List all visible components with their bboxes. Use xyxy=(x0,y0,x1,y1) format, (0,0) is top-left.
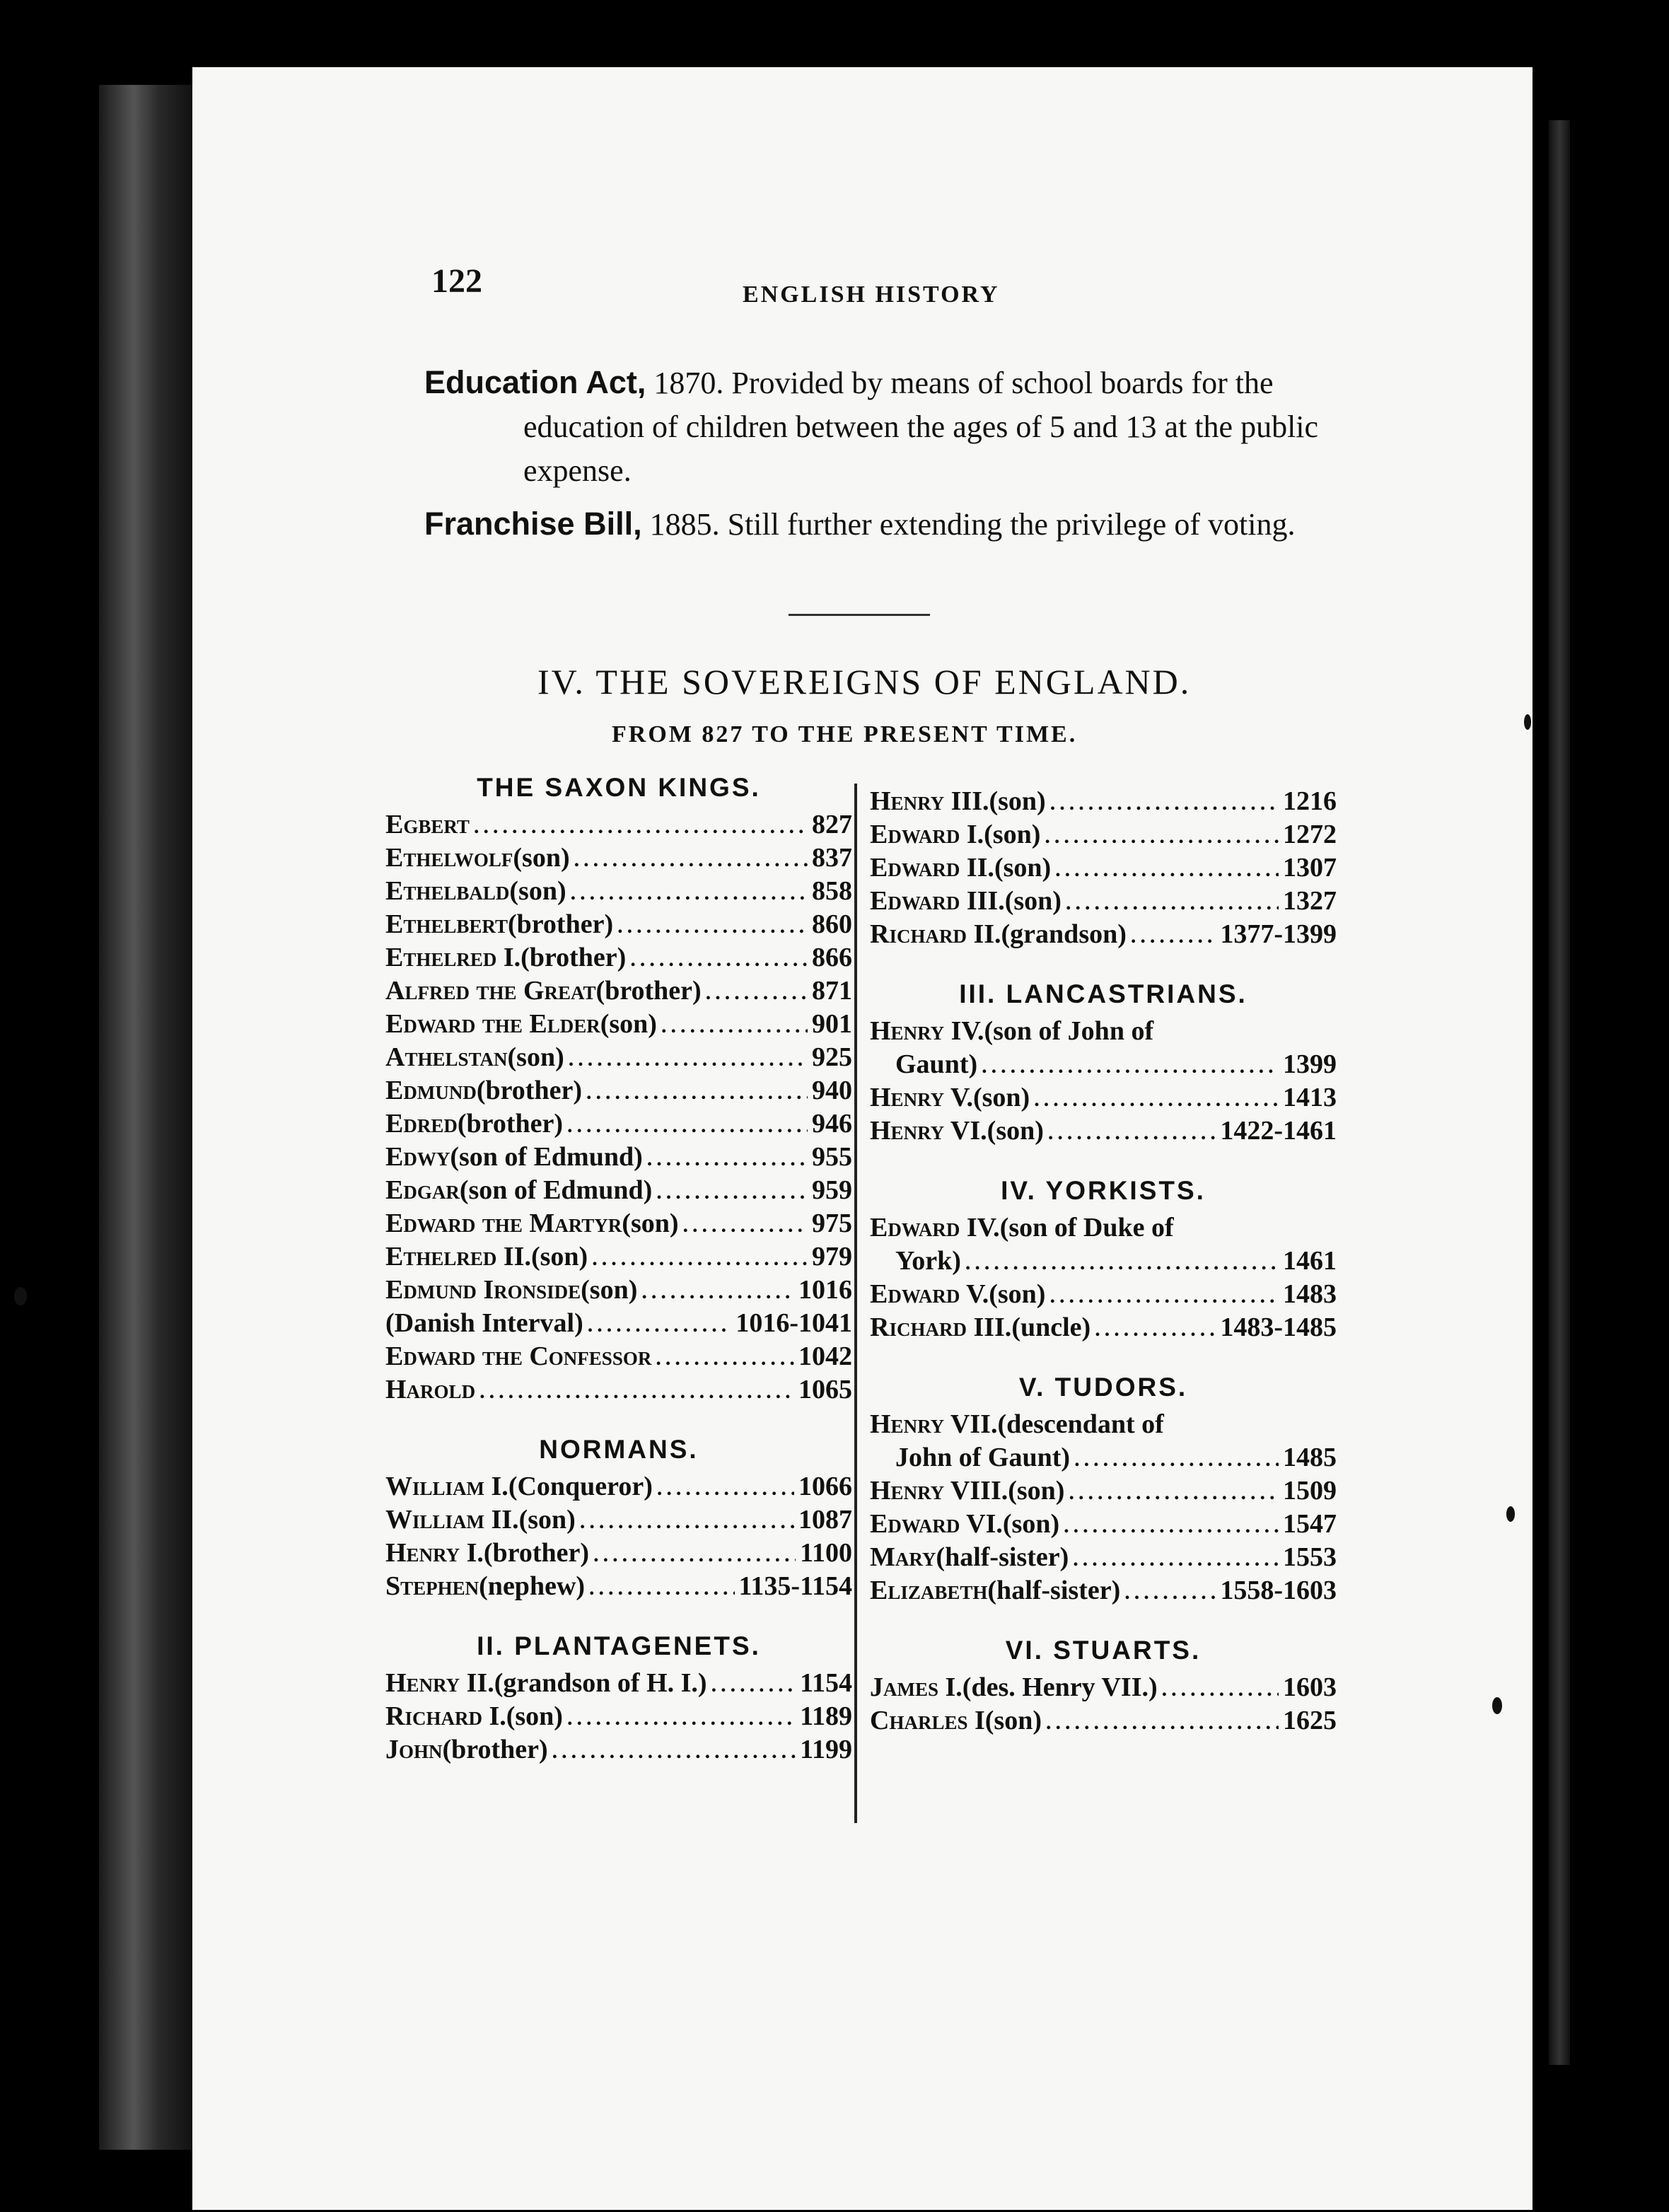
column-right xyxy=(870,785,1337,1737)
sovereign-year: 1042 xyxy=(798,1341,852,1371)
sovereign-relation: (brother) xyxy=(457,1109,564,1139)
sovereign-row xyxy=(385,1008,852,1041)
dot-leader xyxy=(706,976,808,1009)
sovereign-row xyxy=(870,1015,1337,1048)
entry-term: Education Act, xyxy=(424,364,646,400)
sovereign-relation: (descendant of xyxy=(997,1409,1164,1439)
sovereign-relation: (son) xyxy=(989,1279,1046,1309)
sovereign-year: 1558-1603 xyxy=(1220,1576,1337,1605)
sovereign-year: 1307 xyxy=(1283,853,1337,883)
entry-term: Franchise Bill, xyxy=(424,506,642,542)
sovereign-year: 871 xyxy=(812,976,852,1006)
page-number: 122 xyxy=(431,262,482,300)
group-heading: II. PLANTAGENETS. xyxy=(477,1631,761,1660)
dot-leader xyxy=(592,1242,808,1275)
sovereign-relation: Gaunt) xyxy=(895,1049,978,1079)
sovereign-row xyxy=(385,808,852,842)
sovereign-relation: (son) xyxy=(1008,1476,1065,1506)
sovereign-name: Richard II. xyxy=(870,919,1001,949)
sovereign-relation: York) xyxy=(895,1246,961,1276)
sovereign-year: 866 xyxy=(812,943,852,972)
sovereign-relation: (brother) xyxy=(507,909,614,939)
group-heading: IV. YORKISTS. xyxy=(1001,1176,1206,1205)
sovereign-name: Henry II. xyxy=(385,1668,494,1698)
group-heading: NORMANS. xyxy=(539,1435,699,1464)
sovereign-name: Henry VII. xyxy=(870,1409,998,1439)
sovereign-relation: (son) xyxy=(972,1083,1030,1112)
sovereign-name: Ethelred I. xyxy=(385,943,521,972)
sovereign-row xyxy=(385,1373,852,1407)
section-divider xyxy=(789,614,930,616)
sovereign-name: Edward IV. xyxy=(870,1213,1000,1242)
sovereign-relation: (Danish Interval) xyxy=(385,1308,583,1338)
sovereign-name: Henry III. xyxy=(870,786,989,816)
sovereign-row xyxy=(870,918,1337,951)
sovereign-name: Edward the Martyr xyxy=(385,1209,622,1238)
sovereign-year: 1483-1485 xyxy=(1220,1312,1337,1342)
dot-leader xyxy=(567,1701,796,1735)
sovereign-year: 1016 xyxy=(798,1275,852,1305)
column-left xyxy=(385,767,852,1766)
dot-leader xyxy=(574,843,808,876)
sovereign-year: 925 xyxy=(812,1042,852,1072)
sovereign-year: 1066 xyxy=(798,1472,852,1501)
book-spine-shadow xyxy=(99,85,198,2150)
sovereign-row xyxy=(870,1474,1337,1508)
sovereign-year: 1399 xyxy=(1283,1049,1337,1079)
sovereign-relation: (son of Edmund) xyxy=(459,1175,653,1205)
sovereign-relation: (brother) xyxy=(483,1538,590,1568)
sovereign-row xyxy=(870,1541,1337,1574)
sovereign-name: James I. xyxy=(870,1672,963,1702)
sovereign-relation: (brother) xyxy=(476,1076,582,1105)
group-heading: III. LANCASTRIANS. xyxy=(959,979,1248,1008)
group-stuarts xyxy=(870,1671,1337,1737)
sovereign-name: Ethelbert xyxy=(385,909,508,939)
dot-leader xyxy=(586,1076,808,1109)
group-yorkists xyxy=(870,1211,1337,1344)
sovereign-row xyxy=(385,1074,852,1107)
group-heading: V. TUDORS. xyxy=(1018,1373,1188,1402)
sovereign-row xyxy=(870,1508,1337,1541)
dot-leader xyxy=(1064,1509,1279,1542)
dot-leader xyxy=(1045,820,1279,853)
sovereign-relation: (half-sister) xyxy=(987,1576,1121,1605)
sovereign-year: 975 xyxy=(812,1209,852,1238)
sovereign-year: 827 xyxy=(812,810,852,839)
sovereign-relation: (son) xyxy=(994,853,1052,883)
sovereign-relation: (son) xyxy=(622,1209,679,1238)
dot-leader xyxy=(479,1375,794,1408)
group-heading: VI. STUARTS. xyxy=(1005,1636,1202,1665)
dot-leader xyxy=(657,1472,794,1505)
sovereign-name: Stephen xyxy=(385,1571,479,1601)
sovereign-year: 940 xyxy=(812,1076,852,1105)
sovereign-row xyxy=(385,1537,852,1570)
sovereign-name: Edward V. xyxy=(870,1279,989,1309)
scan-speck xyxy=(14,1287,27,1305)
sovereign-row xyxy=(385,1733,852,1766)
sovereign-year: 1065 xyxy=(798,1375,852,1404)
dot-leader xyxy=(1055,853,1279,886)
sovereign-name: Ethelwolf xyxy=(385,843,513,873)
sovereign-relation: (nephew) xyxy=(479,1571,586,1601)
sovereign-year: 1377-1399 xyxy=(1220,919,1337,949)
sovereign-name: Elizabeth xyxy=(870,1576,988,1605)
sovereign-relation: (son of John of xyxy=(984,1016,1154,1046)
dot-leader xyxy=(1095,1312,1216,1346)
sovereign-relation: (grandson) xyxy=(1001,919,1127,949)
sovereign-row xyxy=(870,785,1337,818)
scan-speck xyxy=(1492,1697,1502,1714)
section-title: IV. THE SOVEREIGNS OF ENGLAND. xyxy=(537,662,1192,702)
sovereign-name: Edward the Confessor xyxy=(385,1341,652,1371)
sovereign-row xyxy=(870,1081,1337,1114)
sovereign-name: William II. xyxy=(385,1505,519,1535)
sovereign-name: Edgar xyxy=(385,1175,460,1205)
dot-leader xyxy=(474,810,808,843)
sovereign-relation: (Conqueror) xyxy=(508,1472,653,1501)
sovereign-name: Ethelbald xyxy=(385,876,510,906)
scan-speck xyxy=(1524,714,1531,730)
sovereign-year: 1154 xyxy=(800,1668,852,1698)
dot-leader xyxy=(588,1308,732,1341)
dot-leader xyxy=(711,1668,796,1701)
dot-leader xyxy=(965,1246,1279,1279)
sovereign-relation: (son) xyxy=(581,1275,638,1305)
sovereign-year: 1189 xyxy=(800,1701,852,1731)
sovereign-row xyxy=(870,1441,1337,1474)
sovereign-row xyxy=(385,1207,852,1240)
sovereign-year: 1603 xyxy=(1283,1672,1337,1702)
sovereign-year: 1135-1154 xyxy=(738,1571,852,1601)
dot-leader xyxy=(1046,1706,1279,1739)
dot-leader xyxy=(1073,1542,1279,1576)
dot-leader xyxy=(571,876,808,909)
sovereign-name: Edward VI. xyxy=(870,1509,1003,1539)
sovereign-relation: (son) xyxy=(989,786,1046,816)
sovereign-row xyxy=(385,1570,852,1603)
sovereign-name: Charles I xyxy=(870,1706,985,1735)
sovereign-year: 1087 xyxy=(798,1505,852,1535)
sovereign-name: Edward II. xyxy=(870,853,994,883)
dot-leader xyxy=(1124,1576,1216,1609)
entry-franchise-bill xyxy=(424,502,1365,547)
sovereign-year: 955 xyxy=(812,1142,852,1172)
group-heading: THE SAXON KINGS. xyxy=(477,773,761,802)
sovereign-row xyxy=(385,842,852,875)
entry-text: 1870. Provided by means of school boards for the education of children between the ages of 5 and 13 at the public expense. xyxy=(523,366,1319,488)
dot-leader xyxy=(1074,1443,1279,1476)
sovereign-row xyxy=(385,908,852,941)
sovereign-name: Richard I. xyxy=(385,1701,506,1731)
sovereign-year: 858 xyxy=(812,876,852,906)
sovereign-row xyxy=(385,1667,852,1700)
sovereign-row xyxy=(385,1307,852,1340)
dot-leader xyxy=(656,1341,794,1375)
sovereign-row xyxy=(385,1141,852,1174)
sovereign-year: 1199 xyxy=(800,1735,852,1764)
dot-leader xyxy=(580,1505,794,1538)
dot-leader xyxy=(552,1735,796,1768)
sovereign-name: John xyxy=(385,1735,443,1764)
sovereign-row xyxy=(870,1671,1337,1704)
sovereign-year: 1553 xyxy=(1283,1542,1337,1572)
dot-leader xyxy=(1131,919,1216,953)
dot-leader xyxy=(1069,1476,1279,1509)
sovereign-year: 1216 xyxy=(1283,786,1337,816)
sovereign-row xyxy=(870,1408,1337,1441)
sovereign-name: Egbert xyxy=(385,810,470,839)
sovereign-name: Henry VI. xyxy=(870,1116,987,1146)
sovereign-row xyxy=(870,1311,1337,1344)
sovereign-name: Alfred the Great xyxy=(385,976,596,1006)
sovereign-row xyxy=(385,1503,852,1537)
sovereign-name: Ethelred II. xyxy=(385,1242,531,1271)
sovereign-row xyxy=(870,1245,1337,1278)
sovereign-relation: (grandson of H. I.) xyxy=(494,1668,707,1698)
sovereign-relation: (brother) xyxy=(521,943,627,972)
sovereign-row xyxy=(385,1470,852,1503)
group-normans xyxy=(385,1470,852,1603)
column-divider xyxy=(854,784,857,1823)
sovereign-year: 1422-1461 xyxy=(1220,1116,1337,1146)
sovereign-year: 959 xyxy=(812,1175,852,1205)
sovereign-relation: (son) xyxy=(509,876,566,906)
sovereign-relation: (uncle) xyxy=(1011,1312,1091,1342)
sovereign-relation: (son) xyxy=(600,1009,657,1039)
facing-page-edge xyxy=(1549,120,1570,2065)
sovereign-relation: John of Gaunt) xyxy=(895,1443,1071,1472)
sovereign-relation: (brother) xyxy=(595,976,702,1006)
sovereign-year: 901 xyxy=(812,1009,852,1039)
page-header xyxy=(431,262,1351,318)
dot-leader xyxy=(982,1049,1279,1083)
sovereign-relation: (half-sister) xyxy=(936,1542,1069,1572)
dot-leader xyxy=(630,943,808,976)
sovereign-name: Edred xyxy=(385,1109,458,1139)
dot-leader xyxy=(567,1109,808,1142)
sovereign-name: Edwy xyxy=(385,1142,450,1172)
dot-leader xyxy=(589,1571,734,1605)
sovereign-name: Athelstan xyxy=(385,1042,508,1072)
sovereign-row xyxy=(870,1574,1337,1607)
group-lancastrians xyxy=(870,1015,1337,1148)
sovereign-year: 1547 xyxy=(1283,1509,1337,1539)
sovereign-year: 1509 xyxy=(1283,1476,1337,1506)
sovereign-relation: (son) xyxy=(513,843,570,873)
sovereign-row xyxy=(385,1274,852,1307)
sovereign-year: 860 xyxy=(812,909,852,939)
sovereign-name: Edward III. xyxy=(870,886,1005,916)
dot-leader xyxy=(1034,1083,1279,1116)
sovereign-row xyxy=(870,1704,1337,1737)
group-tudors xyxy=(870,1408,1337,1607)
dot-leader xyxy=(661,1009,808,1042)
sovereign-year: 1272 xyxy=(1283,820,1337,849)
sovereign-name: Richard III. xyxy=(870,1312,1012,1342)
section-subtitle: FROM 827 TO THE PRESENT TIME. xyxy=(612,721,1078,747)
sovereign-name: Edward I. xyxy=(870,820,984,849)
sovereign-relation: (brother) xyxy=(442,1735,548,1764)
sovereign-year: 1100 xyxy=(800,1538,852,1568)
sovereign-year: 1461 xyxy=(1283,1246,1337,1276)
entry-education-act xyxy=(424,361,1365,493)
sovereign-year: 1483 xyxy=(1283,1279,1337,1309)
sovereign-year: 837 xyxy=(812,843,852,873)
dot-leader xyxy=(641,1275,794,1308)
sovereign-relation: (son) xyxy=(530,1242,588,1271)
sovereign-row xyxy=(385,1174,852,1207)
sovereign-name: Mary xyxy=(870,1542,936,1572)
sovereign-name: Henry IV. xyxy=(870,1016,984,1046)
dot-leader xyxy=(1162,1672,1279,1706)
sovereign-year: 1485 xyxy=(1283,1443,1337,1472)
sovereign-year: 1327 xyxy=(1283,886,1337,916)
sovereign-relation: (son of Edmund) xyxy=(450,1142,643,1172)
sovereign-row xyxy=(385,875,852,908)
sovereign-row xyxy=(385,1240,852,1274)
sovereign-name: Henry I. xyxy=(385,1538,484,1568)
sovereign-year: 979 xyxy=(812,1242,852,1271)
sovereign-year: 1413 xyxy=(1283,1083,1337,1112)
sovereign-row xyxy=(870,851,1337,885)
sovereign-relation: (son) xyxy=(987,1116,1044,1146)
sovereign-name: Harold xyxy=(385,1375,476,1404)
sovereign-row xyxy=(870,1211,1337,1245)
dot-leader xyxy=(1066,886,1279,919)
sovereign-row xyxy=(385,1340,852,1373)
sovereign-row xyxy=(385,974,852,1008)
group-saxon-kings xyxy=(385,808,852,1407)
sovereign-row xyxy=(870,1278,1337,1311)
sovereign-row xyxy=(870,1114,1337,1148)
sovereign-name: Edmund xyxy=(385,1076,477,1105)
sovereign-row xyxy=(870,885,1337,918)
scan-speck xyxy=(1506,1506,1515,1522)
sovereign-row xyxy=(870,1048,1337,1081)
dot-leader xyxy=(1049,1279,1279,1312)
sovereign-relation: (des. Henry VII.) xyxy=(962,1672,1158,1702)
dot-leader xyxy=(656,1175,808,1209)
sovereign-relation: (son) xyxy=(984,820,1041,849)
sovereign-name: Edmund Ironside xyxy=(385,1275,581,1305)
sovereign-row xyxy=(870,818,1337,851)
sovereign-relation: (son of Duke of xyxy=(999,1213,1174,1242)
sovereign-name: Henry VIII. xyxy=(870,1476,1008,1506)
group-plantagenets xyxy=(385,1667,852,1766)
sovereign-name: William I. xyxy=(385,1472,508,1501)
sovereign-year: 946 xyxy=(812,1109,852,1139)
entry-text: 1885. Still further extending the privilege of voting. xyxy=(649,507,1296,542)
sovereign-relation: (son) xyxy=(1002,1509,1060,1539)
dot-leader xyxy=(1050,786,1279,820)
dot-leader xyxy=(683,1209,808,1242)
sovereign-name: Henry V. xyxy=(870,1083,973,1112)
sovereign-row xyxy=(385,1041,852,1074)
dot-leader xyxy=(1048,1116,1216,1149)
group-plantagenets-continued xyxy=(870,785,1337,951)
sovereign-relation: (son) xyxy=(1004,886,1062,916)
sovereign-relation: (son) xyxy=(506,1701,563,1731)
dot-leader xyxy=(617,909,808,943)
dot-leader xyxy=(647,1142,808,1175)
sovereign-year: 1625 xyxy=(1283,1706,1337,1735)
dot-leader xyxy=(593,1538,796,1571)
sovereign-relation: (son) xyxy=(518,1505,576,1535)
sovereign-row xyxy=(385,941,852,974)
sovereign-name: Edward the Elder xyxy=(385,1009,600,1039)
sovereign-row xyxy=(385,1700,852,1733)
dot-leader xyxy=(569,1042,808,1076)
sovereign-row xyxy=(385,1107,852,1141)
sovereign-year: 1016-1041 xyxy=(735,1308,852,1338)
sovereign-relation: (son) xyxy=(984,1706,1042,1735)
sovereign-relation: (son) xyxy=(507,1042,564,1072)
running-head: ENGLISH HISTORY xyxy=(743,281,1000,308)
